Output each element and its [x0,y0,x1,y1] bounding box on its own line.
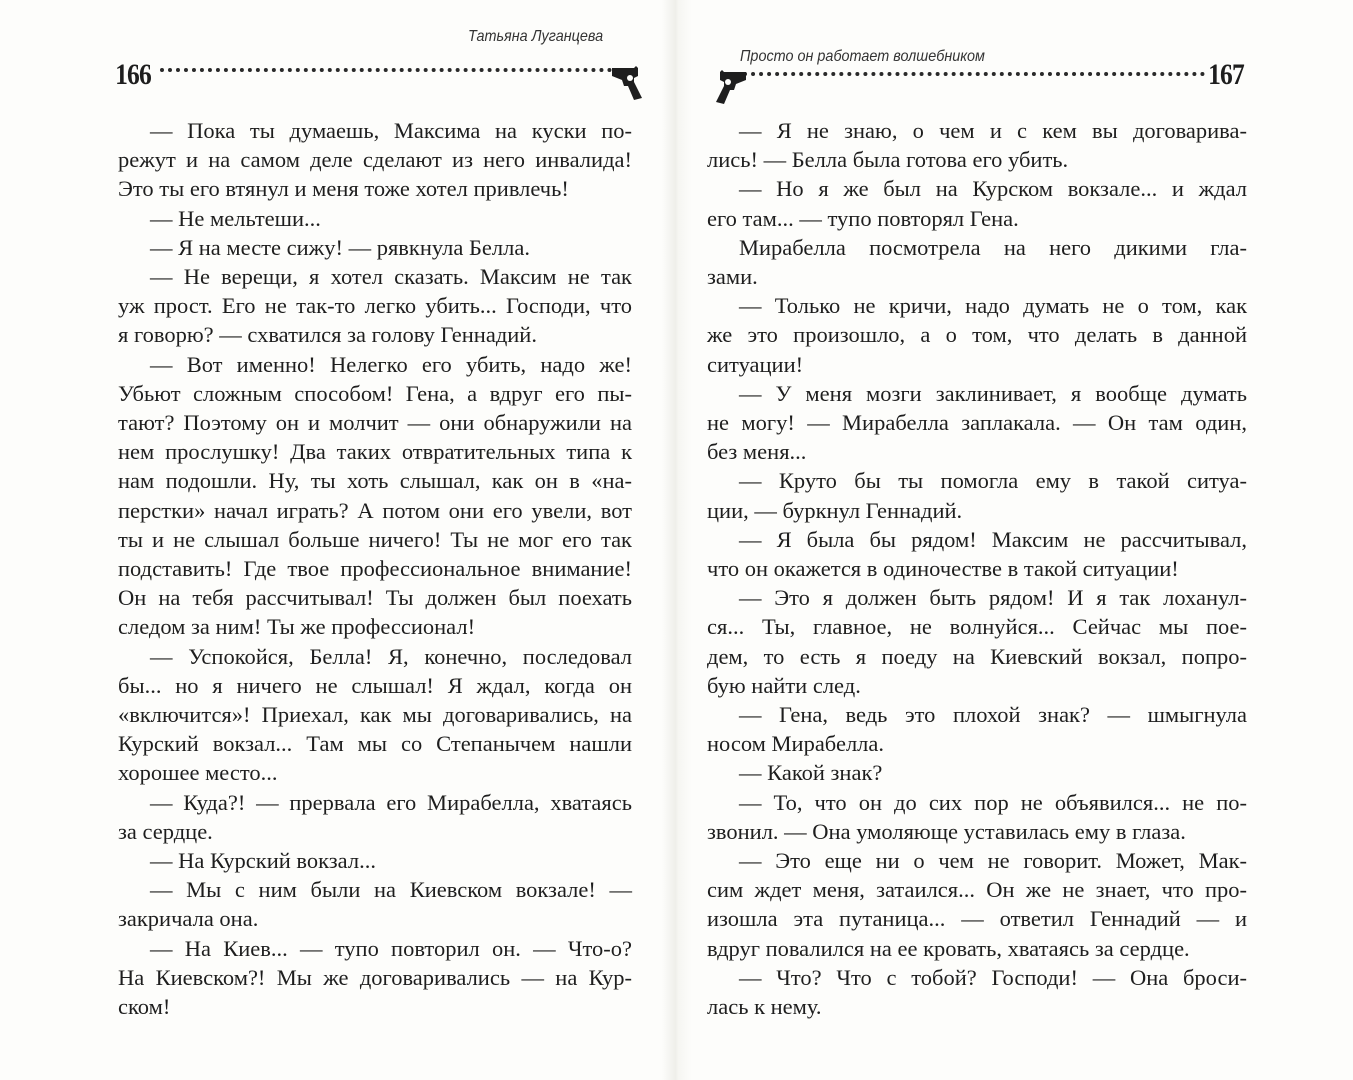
text-line: Он на тебя рассчитывал! Ты должен был поехать [118,585,632,611]
text-line: — Круто бы ты помогла ему в такой ситуа- [739,468,1247,494]
text-line: вдруг повалился на ее кровать, хватаясь за сердце. [707,935,1190,961]
text-line: зами. [707,264,758,290]
text-line: нем прослушку! Два таких отвратительных типа к [118,439,632,465]
text-line: — Я была бы рядом! Максим не рассчитывал, [739,526,1247,552]
dotted-rule [735,72,1205,76]
text-line: бую найти след. [707,672,861,698]
page-number: 167 [1208,58,1244,91]
text-line: сим ждет меня, затаился... Он же не знает, что про- [707,877,1247,903]
text-line: же это произошло, а о том, что делать в данной [707,322,1247,348]
text-line: бы... но я ничего не слышал! Я ждал, когда он [118,672,632,698]
text-line: не могу! — Мирабелла заплакала. — Он там один, [707,410,1247,436]
running-head-title: Просто он работает волшебником [740,48,985,65]
dotted-rule [160,68,620,72]
text-line: Это ты его втянул и меня тоже хотел привлечь! [118,176,569,202]
text-line: — Успокойся, Белла! Я, конечно, последовал [150,643,632,669]
text-line: ся... Ты, главное, не волнуйся... Сейчас мы пое- [707,614,1247,640]
text-line: — У меня мозги заклинивает, я вообще думать [739,380,1247,406]
text-line: — Пока ты думаешь, Максима на куски по- [150,118,632,143]
revolver-icon [712,70,746,104]
text-line: тают? Поэтому он и молчит — они обнаружили на [118,410,632,436]
text-line: — Не мельтеши... [150,205,321,231]
book-gutter [662,0,692,1080]
text-line: — Это еще ни о чем не говорит. Может, Мак- [739,848,1247,874]
text-line: лась к нему. [707,994,822,1020]
text-line: — На Курский вокзал... [150,848,376,874]
text-line: изошла эта путаница... — ответил Геннадий — и [707,906,1247,932]
text-line: лись! — Белла была готова его убить. [707,147,1069,173]
text-line: я говорю? — схватился за голову Геннадий. [118,322,537,348]
text-line: перстки» начал играть? А потом они его увели, вот [118,497,632,523]
text-line: — Я не знаю, о чем и с кем вы договарива- [739,118,1247,143]
text-line: — То, что он до сих пор не объявился... не по- [739,789,1247,815]
text-line: — Только не кричи, надо думать не о том, как [739,293,1247,319]
text-line: ситуации! [707,351,804,377]
text-line: ции, — буркнул Геннадий. [707,497,963,523]
text-line: Мирабелла посмотрела на него дикими гла- [739,234,1247,260]
text-line: носом Мирабелла. [707,731,885,757]
text-line: — Мы с ним были на Киевском вокзале! — [150,877,632,903]
text-line: «включится»! Приехал, как мы договаривались, на [118,702,632,728]
text-line: — Это я должен быть рядом! И я так лоханул- [739,585,1247,611]
text-line: — Что? Что с тобой? Господи! — Она броси- [739,964,1247,990]
page-text [118,116,632,1021]
text-line: — Какой знак? [739,760,883,786]
text-line: закричала она. [118,906,259,932]
text-line: — Не верещи, я хотел сказать. Максим не так [150,264,632,290]
text-line: что он окажется в одиночестве в такой ситуации! [707,556,1179,582]
text-line: следом за ним! Ты же профессионал! [118,614,476,640]
text-line: — Но я же был на Курском вокзале... и ждал [739,176,1247,202]
text-line: Курский вокзал... Там мы со Степанычем нашли [118,731,632,757]
text-line: На Киевском?! Мы же договаривались — на Кур- [118,964,632,990]
page-number: 166 [115,58,151,91]
revolver-icon [612,66,646,100]
text-line: режут и на самом деле сделают из него инвалида! [118,147,632,173]
text-line: звонил. — Она умоляюще уставилась ему в глаза. [707,818,1186,844]
text-line: Убьют сложным способом! Гена, а вдруг его пы- [118,380,632,406]
text-line: — На Киев... — тупо повторил он. — Что-о? [150,935,632,961]
text-line: за сердце. [118,818,213,844]
text-line: подставить! Где твое профессиональное внимание! [118,556,632,582]
text-line: ты и не слышал больше ничего! Ты не мог его так [118,526,632,552]
text-line: — Я на месте сижу! — рявкнула Белла. [150,234,530,260]
text-line: — Гена, ведь это плохой знак? — шмыгнула [739,702,1247,728]
running-head-author: Татьяна Луганцева [468,28,604,45]
text-line: дем, то есть я поеду на Киевский вокзал, попро- [707,643,1247,669]
page-text [707,116,1247,1021]
text-line: хорошее место... [118,760,278,786]
text-line: ском! [118,994,171,1020]
text-line: — Вот именно! Нелегко его убить, надо же! [150,351,632,377]
text-line: — Куда?! — прервала его Мирабелла, хватаясь [150,789,632,815]
text-line: без меня... [707,439,807,465]
text-line: нам подошли. Ну, ты хоть слышал, как он в «на- [118,468,632,494]
text-line: его там... — тупо повторял Гена. [707,205,1019,231]
text-line: уж прост. Его не так-то легко убить... Господи, что [118,293,632,319]
